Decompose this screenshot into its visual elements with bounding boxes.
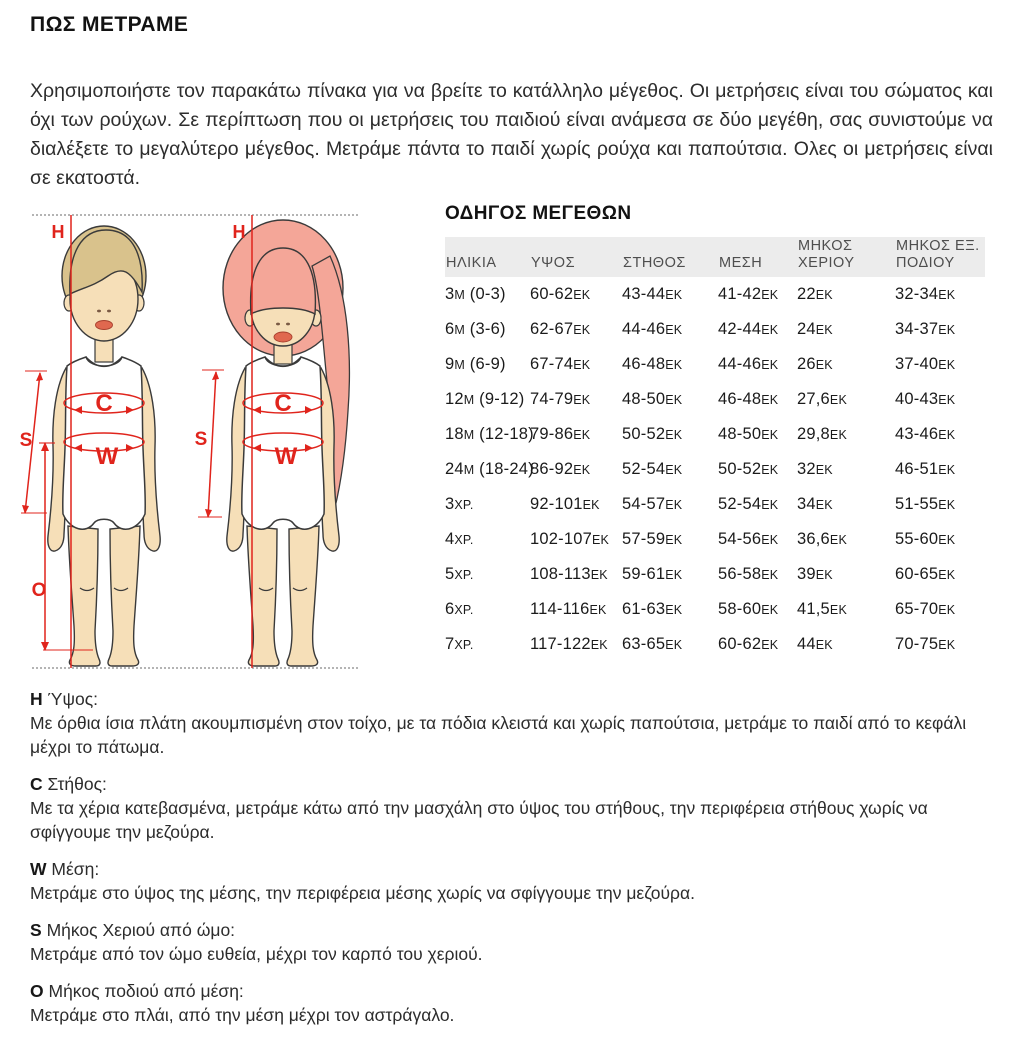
value-cell: 62-67ΕΚ bbox=[530, 320, 591, 338]
value-cell: 46-48ΕΚ bbox=[622, 355, 683, 373]
value-cell: 79-86ΕΚ bbox=[530, 425, 591, 443]
boy-chest-label: C bbox=[95, 390, 113, 417]
value-cell: 51-55ΕΚ bbox=[895, 495, 956, 513]
note-text: Μετράμε στο πλάι, από την μέση μέχρι τον αστράγαλο. bbox=[30, 1005, 455, 1025]
value-cell: 34-37ΕΚ bbox=[895, 320, 956, 338]
table-row bbox=[445, 312, 985, 347]
value-cell: 60-62ΕΚ bbox=[530, 285, 591, 303]
value-cell: 24ΕΚ bbox=[797, 320, 833, 338]
value-cell: 44-46ΕΚ bbox=[622, 320, 683, 338]
note-title bbox=[30, 687, 996, 711]
value-cell: 22ΕΚ bbox=[797, 285, 833, 303]
note-text: Μετράμε στο ύψος της μέσης, την περιφέρεια μέσης χωρίς να σφίγγουμε την μεζούρα. bbox=[30, 883, 695, 903]
size-table bbox=[445, 237, 985, 662]
value-cell: 46-48ΕΚ bbox=[718, 390, 779, 408]
girl-chest-label: C bbox=[274, 390, 292, 417]
age-cell: 24Μ (18-24) bbox=[445, 460, 534, 478]
value-cell: 117-122ΕΚ bbox=[530, 635, 608, 653]
value-cell: 41-42ΕΚ bbox=[718, 285, 779, 303]
note-title bbox=[30, 918, 996, 942]
boy-height-label: H bbox=[51, 222, 65, 242]
table-row bbox=[445, 417, 985, 452]
measure-note bbox=[30, 772, 996, 844]
value-cell: 114-116ΕΚ bbox=[530, 600, 607, 618]
girl-sleeve-label: S bbox=[194, 429, 208, 450]
value-cell: 32-34ΕΚ bbox=[895, 285, 956, 303]
value-cell: 52-54ΕΚ bbox=[718, 495, 779, 513]
value-cell: 55-60ΕΚ bbox=[895, 530, 956, 548]
table-row bbox=[445, 627, 985, 662]
measure-note bbox=[30, 979, 996, 1027]
value-cell: 92-101ΕΚ bbox=[530, 495, 600, 513]
note-title bbox=[30, 772, 996, 796]
value-cell: 54-57ΕΚ bbox=[622, 495, 683, 513]
value-cell: 61-63ΕΚ bbox=[622, 600, 683, 618]
value-cell: 41,5ΕΚ bbox=[797, 600, 847, 618]
value-cell: 36,6ΕΚ bbox=[797, 530, 847, 548]
value-cell: 44-46ΕΚ bbox=[718, 355, 779, 373]
note-label: Μήκος Χεριού από ώμο: bbox=[46, 920, 236, 940]
age-cell: 7ΧΡ. bbox=[445, 635, 474, 653]
value-cell: 34ΕΚ bbox=[797, 495, 833, 513]
girl-height-label: H bbox=[232, 222, 246, 242]
value-cell: 86-92ΕΚ bbox=[530, 460, 591, 478]
value-cell: 58-60ΕΚ bbox=[718, 600, 779, 618]
note-key: S bbox=[30, 920, 42, 940]
notes bbox=[30, 687, 996, 1040]
note-text: Μετράμε από τον ώμο ευθεία, μέχρι τον καρπό του χεριού. bbox=[30, 944, 483, 964]
value-cell: 44ΕΚ bbox=[797, 635, 833, 653]
age-cell: 18Μ (12-18) bbox=[445, 425, 534, 443]
value-cell: 63-65ΕΚ bbox=[622, 635, 683, 653]
value-cell: 40-43ΕΚ bbox=[895, 390, 956, 408]
size-table-header bbox=[445, 237, 985, 277]
column-header-waist: ΜΕΣΗ bbox=[719, 255, 763, 271]
value-cell: 54-56ΕΚ bbox=[718, 530, 779, 548]
age-cell: 6Μ (3-6) bbox=[445, 320, 506, 338]
value-cell: 27,6ΕΚ bbox=[797, 390, 847, 408]
value-cell: 43-44ΕΚ bbox=[622, 285, 683, 303]
note-title bbox=[30, 857, 996, 881]
value-cell: 50-52ΕΚ bbox=[718, 460, 779, 478]
age-cell: 4ΧΡ. bbox=[445, 530, 474, 548]
note-title bbox=[30, 979, 996, 1003]
intro-paragraph: Χρησιμοποιήστε τον παρακάτω πίνακα για να βρείτε το κατάλληλο μέγεθος. Οι μετρήσεις είναι του σώματος και όχι των ρούχων. Σε περίπτωση που οι μετρήσεις του παιδιού είναι ανάμεσα σε δύο μεγέθη, σας συνιστούμε να διαλέξετε το μεγαλύτερο μέγεθος. Μετράμε πάντα το παιδί χωρίς ρούχα και παπούτσια. Ολες οι μετρήσεις είναι σε εκατοστά. bbox=[30, 79, 993, 189]
note-label: Μήκος ποδιού από μέση: bbox=[48, 981, 244, 1001]
size-table-title: ΟΔΗΓΟΣ ΜΕΓΕΘΩΝ bbox=[445, 203, 632, 224]
value-cell: 67-74ΕΚ bbox=[530, 355, 591, 373]
value-cell: 56-58ΕΚ bbox=[718, 565, 779, 583]
value-cell: 46-51ΕΚ bbox=[895, 460, 956, 478]
boy-lips bbox=[96, 321, 113, 330]
note-key: O bbox=[30, 981, 44, 1001]
boy-outseam-label: O bbox=[31, 580, 47, 601]
note-key: W bbox=[30, 859, 47, 879]
note-label: Μέση: bbox=[51, 859, 100, 879]
note-key: H bbox=[30, 689, 43, 709]
value-cell: 74-79ΕΚ bbox=[530, 390, 591, 408]
measure-note bbox=[30, 687, 996, 759]
column-header-height: ΥΨΟΣ bbox=[531, 255, 576, 271]
age-cell: 5ΧΡ. bbox=[445, 565, 474, 583]
table-row bbox=[445, 382, 985, 417]
value-cell: 65-70ΕΚ bbox=[895, 600, 956, 618]
value-cell: 32ΕΚ bbox=[797, 460, 833, 478]
measurement-illustration bbox=[10, 196, 430, 682]
note-text: Με όρθια ίσια πλάτη ακουμπισμένη στον τοίχο, με τα πόδια κλειστά και χωρίς παπούτσια, μετράμε το παιδί από το κεφάλι μέχρι το πάτωμα. bbox=[30, 713, 967, 757]
table-row bbox=[445, 522, 985, 557]
value-cell: 60-65ΕΚ bbox=[895, 565, 956, 583]
page-title: ΠΩΣ ΜΕΤΡΑΜΕ bbox=[30, 13, 189, 36]
value-cell: 43-46ΕΚ bbox=[895, 425, 956, 443]
value-cell: 37-40ΕΚ bbox=[895, 355, 956, 373]
note-label: Ύψος: bbox=[47, 689, 98, 709]
note-key: C bbox=[30, 774, 43, 794]
table-row bbox=[445, 452, 985, 487]
column-header-outer-leg: ΜΗΚΟΣ ΕΞ. ΠΟΔΙΟΥ bbox=[896, 238, 980, 271]
value-cell: 42-44ΕΚ bbox=[718, 320, 779, 338]
age-cell: 3Μ (0-3) bbox=[445, 285, 506, 303]
measure-note bbox=[30, 857, 996, 905]
age-cell: 9Μ (6-9) bbox=[445, 355, 506, 373]
value-cell: 70-75ΕΚ bbox=[895, 635, 956, 653]
boy-sleeve-label: S bbox=[19, 430, 33, 451]
age-cell: 12Μ (9-12) bbox=[445, 390, 525, 408]
value-cell: 48-50ΕΚ bbox=[622, 390, 683, 408]
column-header-chest: ΣΤΗΘΟΣ bbox=[623, 255, 686, 271]
value-cell: 26ΕΚ bbox=[797, 355, 833, 373]
value-cell: 39ΕΚ bbox=[797, 565, 833, 583]
table-row bbox=[445, 277, 985, 312]
girl-lips bbox=[274, 332, 292, 342]
table-row bbox=[445, 592, 985, 627]
value-cell: 108-113ΕΚ bbox=[530, 565, 608, 583]
table-row bbox=[445, 347, 985, 382]
value-cell: 60-62ΕΚ bbox=[718, 635, 779, 653]
table-row bbox=[445, 487, 985, 522]
table-row bbox=[445, 557, 985, 592]
measure-note bbox=[30, 918, 996, 966]
value-cell: 29,8ΕΚ bbox=[797, 425, 847, 443]
age-cell: 6ΧΡ. bbox=[445, 600, 474, 618]
value-cell: 59-61ΕΚ bbox=[622, 565, 683, 583]
value-cell: 102-107ΕΚ bbox=[530, 530, 610, 548]
boy-waist-label: W bbox=[95, 443, 119, 470]
column-header-age: ΗΛΙΚΙΑ bbox=[446, 255, 497, 271]
value-cell: 50-52ΕΚ bbox=[622, 425, 683, 443]
children-figure-svg bbox=[10, 196, 430, 682]
note-text: Με τα χέρια κατεβασμένα, μετράμε κάτω από την μασχάλη στο ύψος του στήθους, την περιφέρεια στήθους χωρίς να σφίγγουμε την μεζούρα. bbox=[30, 798, 928, 842]
age-cell: 3ΧΡ. bbox=[445, 495, 474, 513]
column-header-arm-length: ΜΗΚΟΣ ΧΕΡΙΟΥ bbox=[798, 238, 855, 271]
note-label: Στήθος: bbox=[47, 774, 107, 794]
size-table-body bbox=[445, 277, 985, 662]
value-cell: 57-59ΕΚ bbox=[622, 530, 683, 548]
value-cell: 52-54ΕΚ bbox=[622, 460, 683, 478]
girl-waist-label: W bbox=[274, 443, 298, 470]
value-cell: 48-50ΕΚ bbox=[718, 425, 779, 443]
